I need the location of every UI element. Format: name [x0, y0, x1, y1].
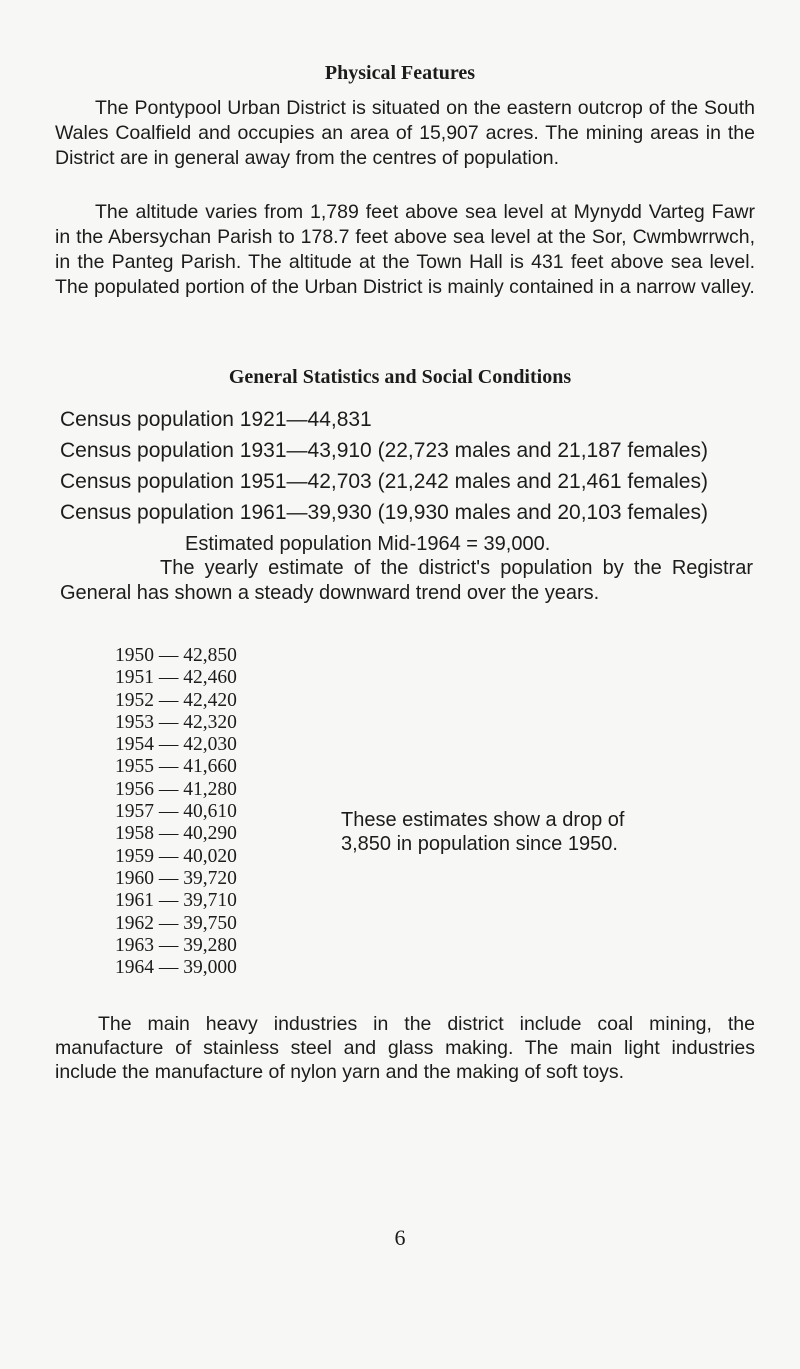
year-estimate: 1957 — 40,610 — [115, 801, 237, 823]
year-estimate: 1960 — 39,720 — [115, 867, 237, 889]
census-list — [60, 404, 780, 528]
year-estimate: 1950 — 42,850 — [115, 645, 237, 666]
year-estimate: 1962 — 39,750 — [115, 912, 237, 934]
yearly-estimates-list — [115, 645, 237, 979]
year-estimate: 1953 — 42,320 — [115, 711, 237, 733]
year-estimate: 1951 — 42,460 — [115, 667, 237, 689]
estimated-population: Estimated population Mid-1964 = 39,000. — [185, 533, 551, 555]
population-drop-note — [341, 808, 624, 856]
census-1951: Census population 1951—42,703 (21,242 males and 21,461 females) — [60, 470, 708, 493]
year-estimate: 1952 — 42,420 — [115, 689, 237, 711]
paragraph-yearly-estimate: The yearly estimate of the district's population by the Registrar General has shown a steady downward trend over the years. — [60, 557, 753, 604]
paragraph-location: The Pontypool Urban District is situated on the eastern outcrop of the South Wales Coalfield and occupies an area of 15,907 acres. The mining areas in the District are in general away from the centres of population. — [55, 97, 755, 169]
heading-physical-features: Physical Features — [324, 62, 476, 84]
year-estimate: 1961 — 39,710 — [115, 890, 237, 912]
note-line-2: 3,850 in population since 1950. — [341, 833, 618, 855]
year-estimate: 1959 — 40,020 — [115, 845, 237, 867]
paragraph-altitude: The altitude varies from 1,789 feet above sea level at Mynydd Varteg Fawr in the Abersychan Parish to 178.7 feet above sea level at the Sor, Cwmbwrrwch, in the Panteg Parish. The altitude at the Town Hall is 431 feet above sea level. The populated portion of the Urban District is mainly contained in a narrow valley. — [55, 201, 755, 298]
year-estimate: 1955 — 41,660 — [115, 756, 237, 778]
heading-general-statistics: General Statistics and Social Conditions — [228, 366, 572, 388]
year-estimate: 1964 — 39,000 — [115, 957, 237, 979]
year-estimate: 1956 — 41,280 — [115, 778, 237, 800]
note-line-1: These estimates show a drop of — [341, 809, 625, 831]
page-number: 6 — [394, 1225, 406, 1250]
year-estimate: 1954 — 42,030 — [115, 734, 237, 756]
paragraph-industries: The main heavy industries in the district include coal mining, the manufacture of stainless steel and glass making. The main light industries include the manufacture of nylon yarn and the making of soft toys. — [55, 1013, 755, 1083]
year-estimate: 1963 — 39,280 — [115, 934, 237, 956]
census-1961: Census population 1961—39,930 (19,930 males and 20,103 females) — [60, 501, 708, 524]
census-1931: Census population 1931—43,910 (22,723 males and 21,187 females) — [60, 439, 708, 462]
census-1921: Census population 1921—44,831 — [60, 408, 372, 431]
year-estimate: 1958 — 40,290 — [115, 823, 237, 845]
